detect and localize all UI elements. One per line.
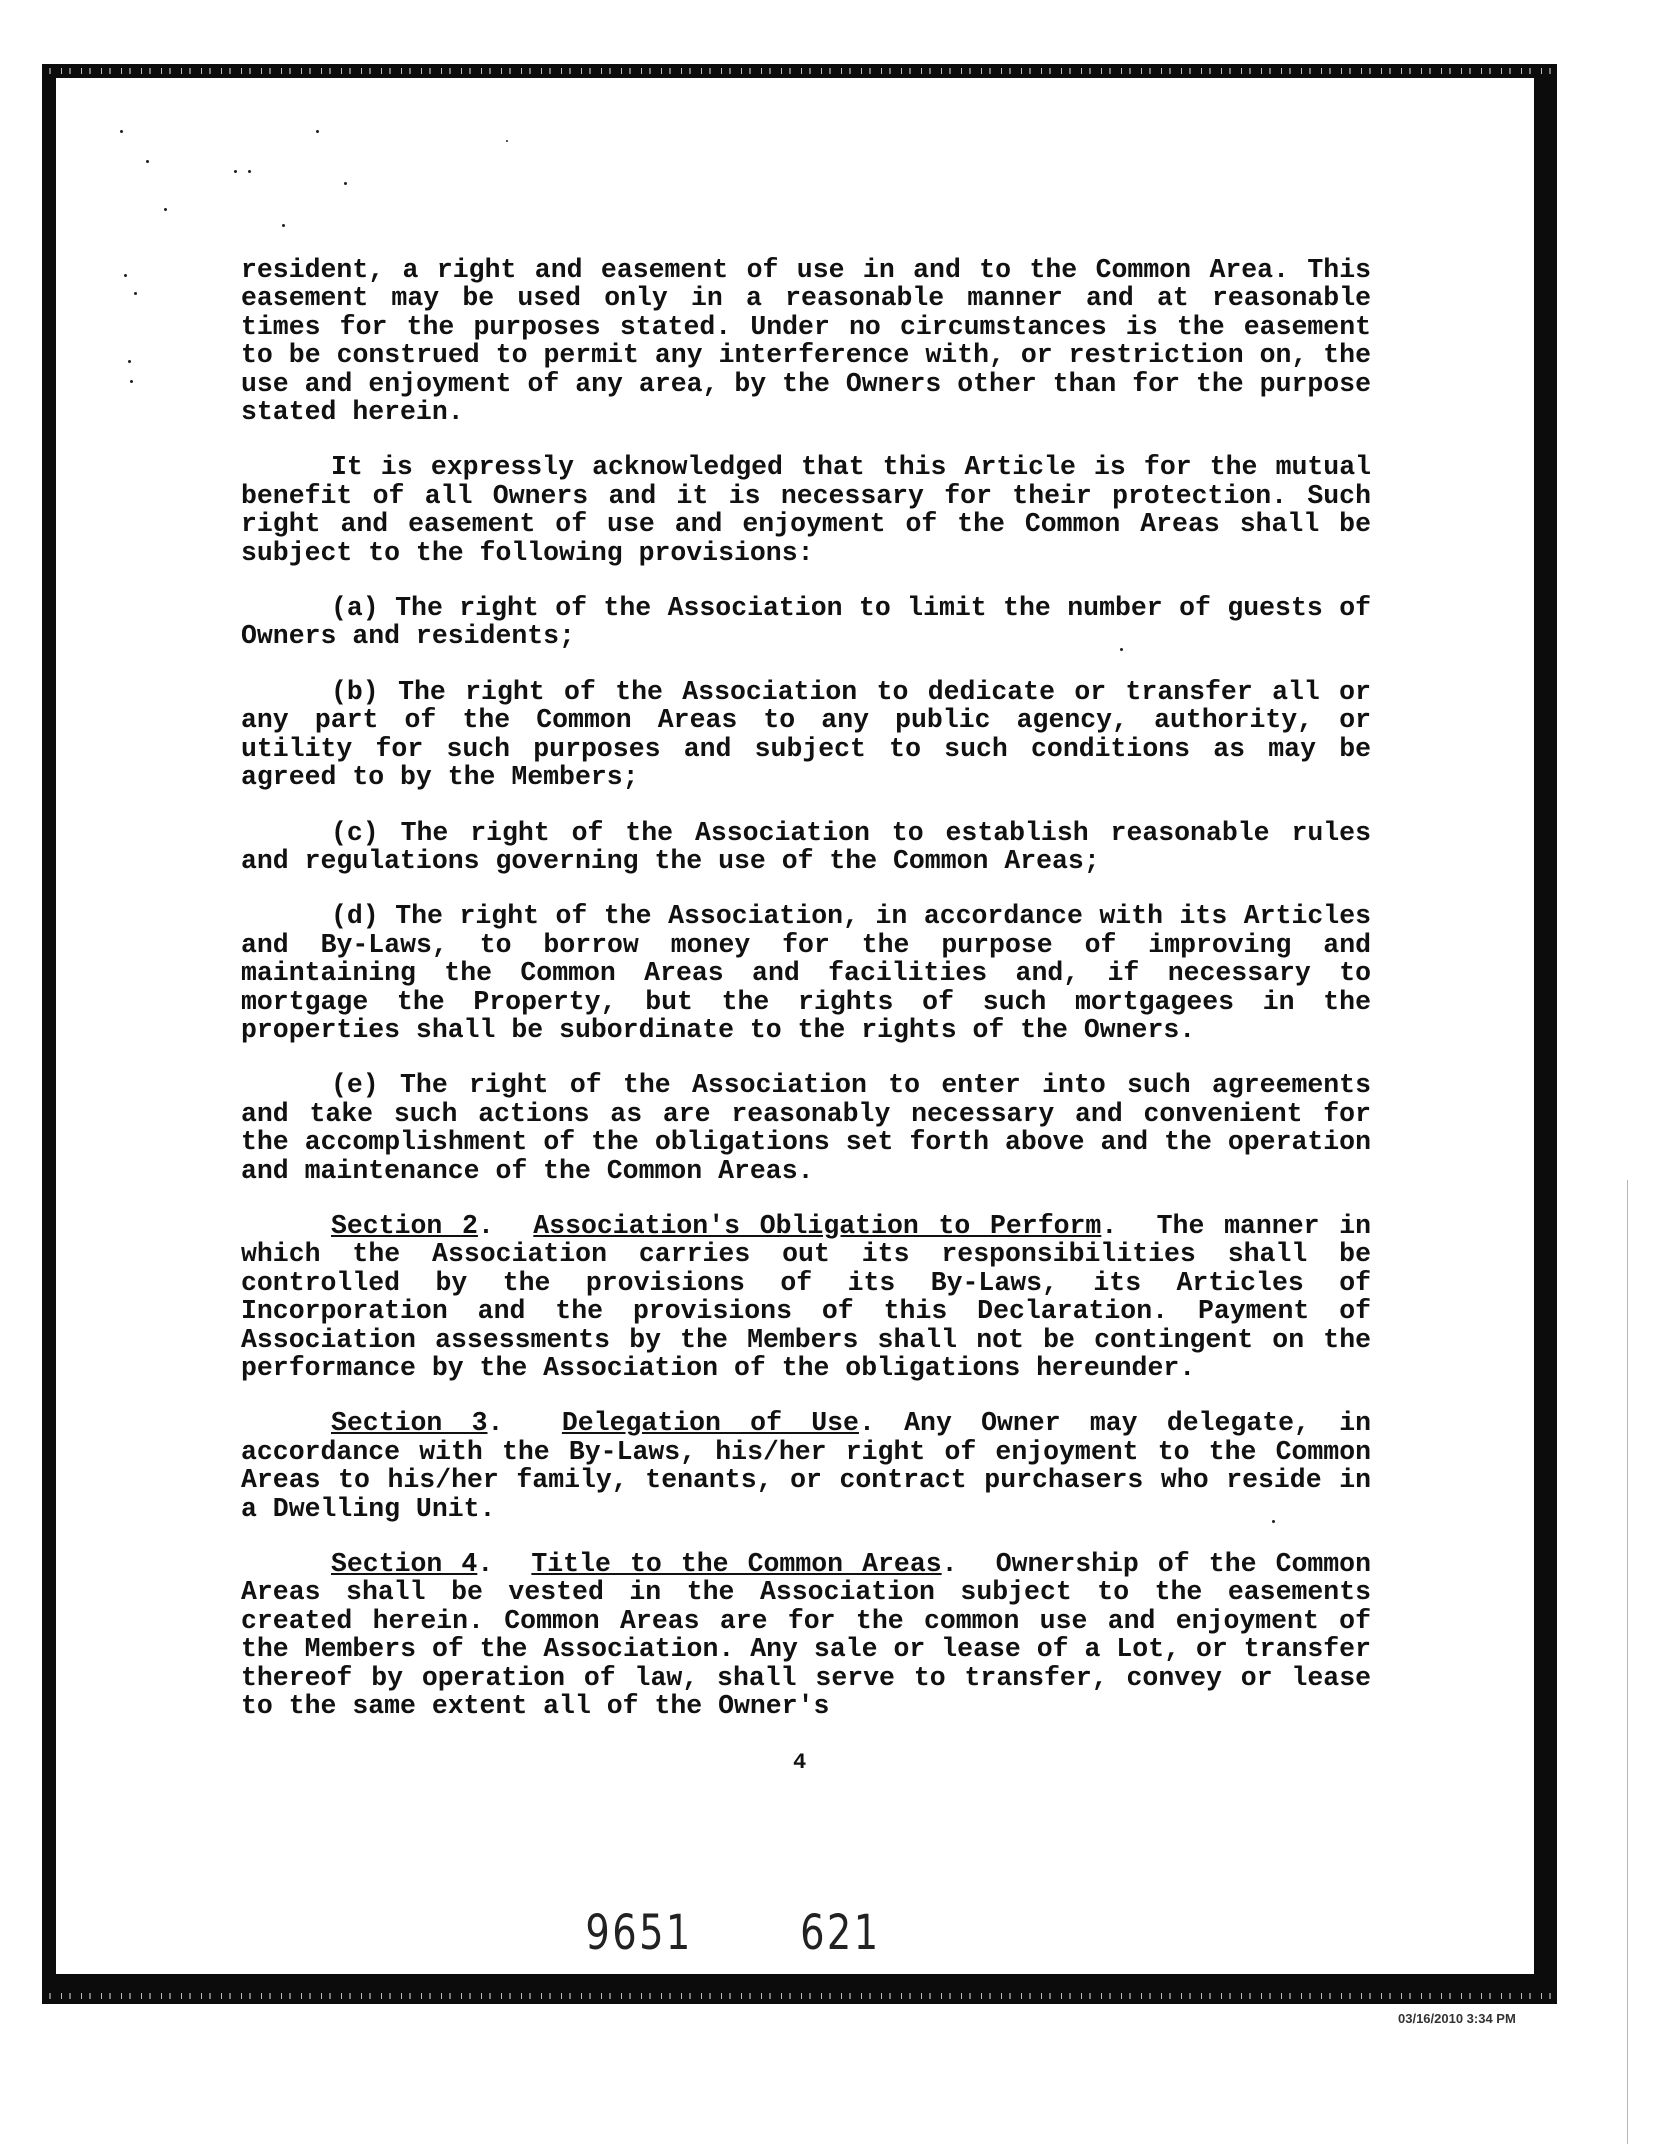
recording-stamp-right: 621 — [800, 1905, 881, 1961]
paragraph: It is expressly acknowledged that this Article is for the mutual benefit of all Owners and it is necessary for their protection. Such right and easement of use and enjoyment of the Common Areas shall be subject to the following provisions: — [241, 452, 1371, 568]
section-title: Delegation of Use — [561, 1408, 859, 1439]
section-title: Association's Obligation to Perform — [533, 1210, 1102, 1241]
provision-item: (e) The right of the Association to enter into such agreements and take such actions as are reasonably necessary and convenient for the accomplishment of the obligations set forth above and the operation and maintenance of the Common Areas. — [241, 1070, 1371, 1186]
section-paragraph: Section 2. Association's Obligation to Perform. The manner in which the Association carries out its responsibilities shall be controlled by the provisions of its By-Laws, its Articles of Incorporation and the provisions of this Declaration. Payment of Association assessments by the Members shall not be contingent on the performance by the Association of the obligations hereunder. — [241, 1210, 1372, 1383]
section-body: Ownership of the Common Areas shall be vested in the Association subject to the easements created herein. Common Areas are for the common use and enjoyment of the Members of the Association. Any sale or lease of a Lot, or transfer thereof by operation of law, shall serve to transfer, convey or lease to the same extent all of the Owner's — [241, 1549, 1371, 1722]
section-paragraph: Section 4. Title to the Common Areas. Ownership of the Common Areas shall be vested in the Association subject to the easements created herein. Common Areas are for the common use and enjoyment of the Members of the Association. Any sale or lease of a Lot, or transfer thereof by operation of law, shall serve to transfer, convey or lease to the same extent all of the Owner's — [241, 1549, 1371, 1722]
section-label: Section 2 — [331, 1210, 478, 1241]
section-paragraph: Section 3. Delegation of Use. Any Owner may delegate, in accordance with the By-Laws, his/her right of enjoyment to the Common Areas to his/her family, tenants, or contract purchasers who reside in a Dwelling Unit. — [241, 1408, 1372, 1524]
page-number: 4 — [793, 1750, 807, 1775]
section-title: Title to the Common Areas — [531, 1549, 942, 1580]
section-body: Any Owner may delegate, in accordance with the By-Laws, his/her right of enjoyment to the Common Areas to his/her family, tenants, or contract purchasers who reside in a Dwelling Unit. — [241, 1408, 1372, 1524]
scan-edge-line — [1627, 1180, 1628, 2144]
provision-item: (c) The right of the Association to establish reasonable rules and regulations governing the use of the Common Areas; — [241, 817, 1371, 876]
provision-item: (d) The right of the Association, in accordance with its Articles and By-Laws, to borrow money for the purpose of improving and maintaining the Common Areas and facilities and, if necessary to mortgage the Property, but the rights of such mortgagees in the properties shall be subordinate to the rights of the Owners. — [241, 901, 1371, 1045]
recording-stamp-left: 9651 — [585, 1905, 693, 1961]
section-label: Section 3 — [331, 1408, 488, 1439]
paragraph: resident, a right and easement of use in and to the Common Area. This easement may be used only in a reasonable manner and at reasonable times for the purposes stated. Under no circumstances is the easement to be construed to permit any interference with, or restriction on, the use and enjoyment of any area, by the Owners other than for the purpose stated herein. — [241, 255, 1371, 428]
provision-item: (a) The right of the Association to limit the number of guests of Owners and residents; — [241, 593, 1371, 652]
section-body: The manner in which the Association carries out its responsibilities shall be controlled by the provisions of its By-Laws, its Articles of Incorporation and the provisions of this Declaration. Payment of Association assessments by the Members shall not be contingent on the performance by the Association of the obligations hereunder. — [241, 1210, 1372, 1383]
document-body — [241, 256, 1371, 1747]
section-label: Section 4 — [331, 1549, 478, 1580]
provision-item: (b) The right of the Association to dedicate or transfer all or any part of the Common Areas to any public agency, authority, or utility for such purposes and subject to such conditions as may be agreed to by the Members; — [241, 676, 1371, 793]
print-timestamp: 03/16/2010 3:34 PM — [1398, 2011, 1516, 2026]
